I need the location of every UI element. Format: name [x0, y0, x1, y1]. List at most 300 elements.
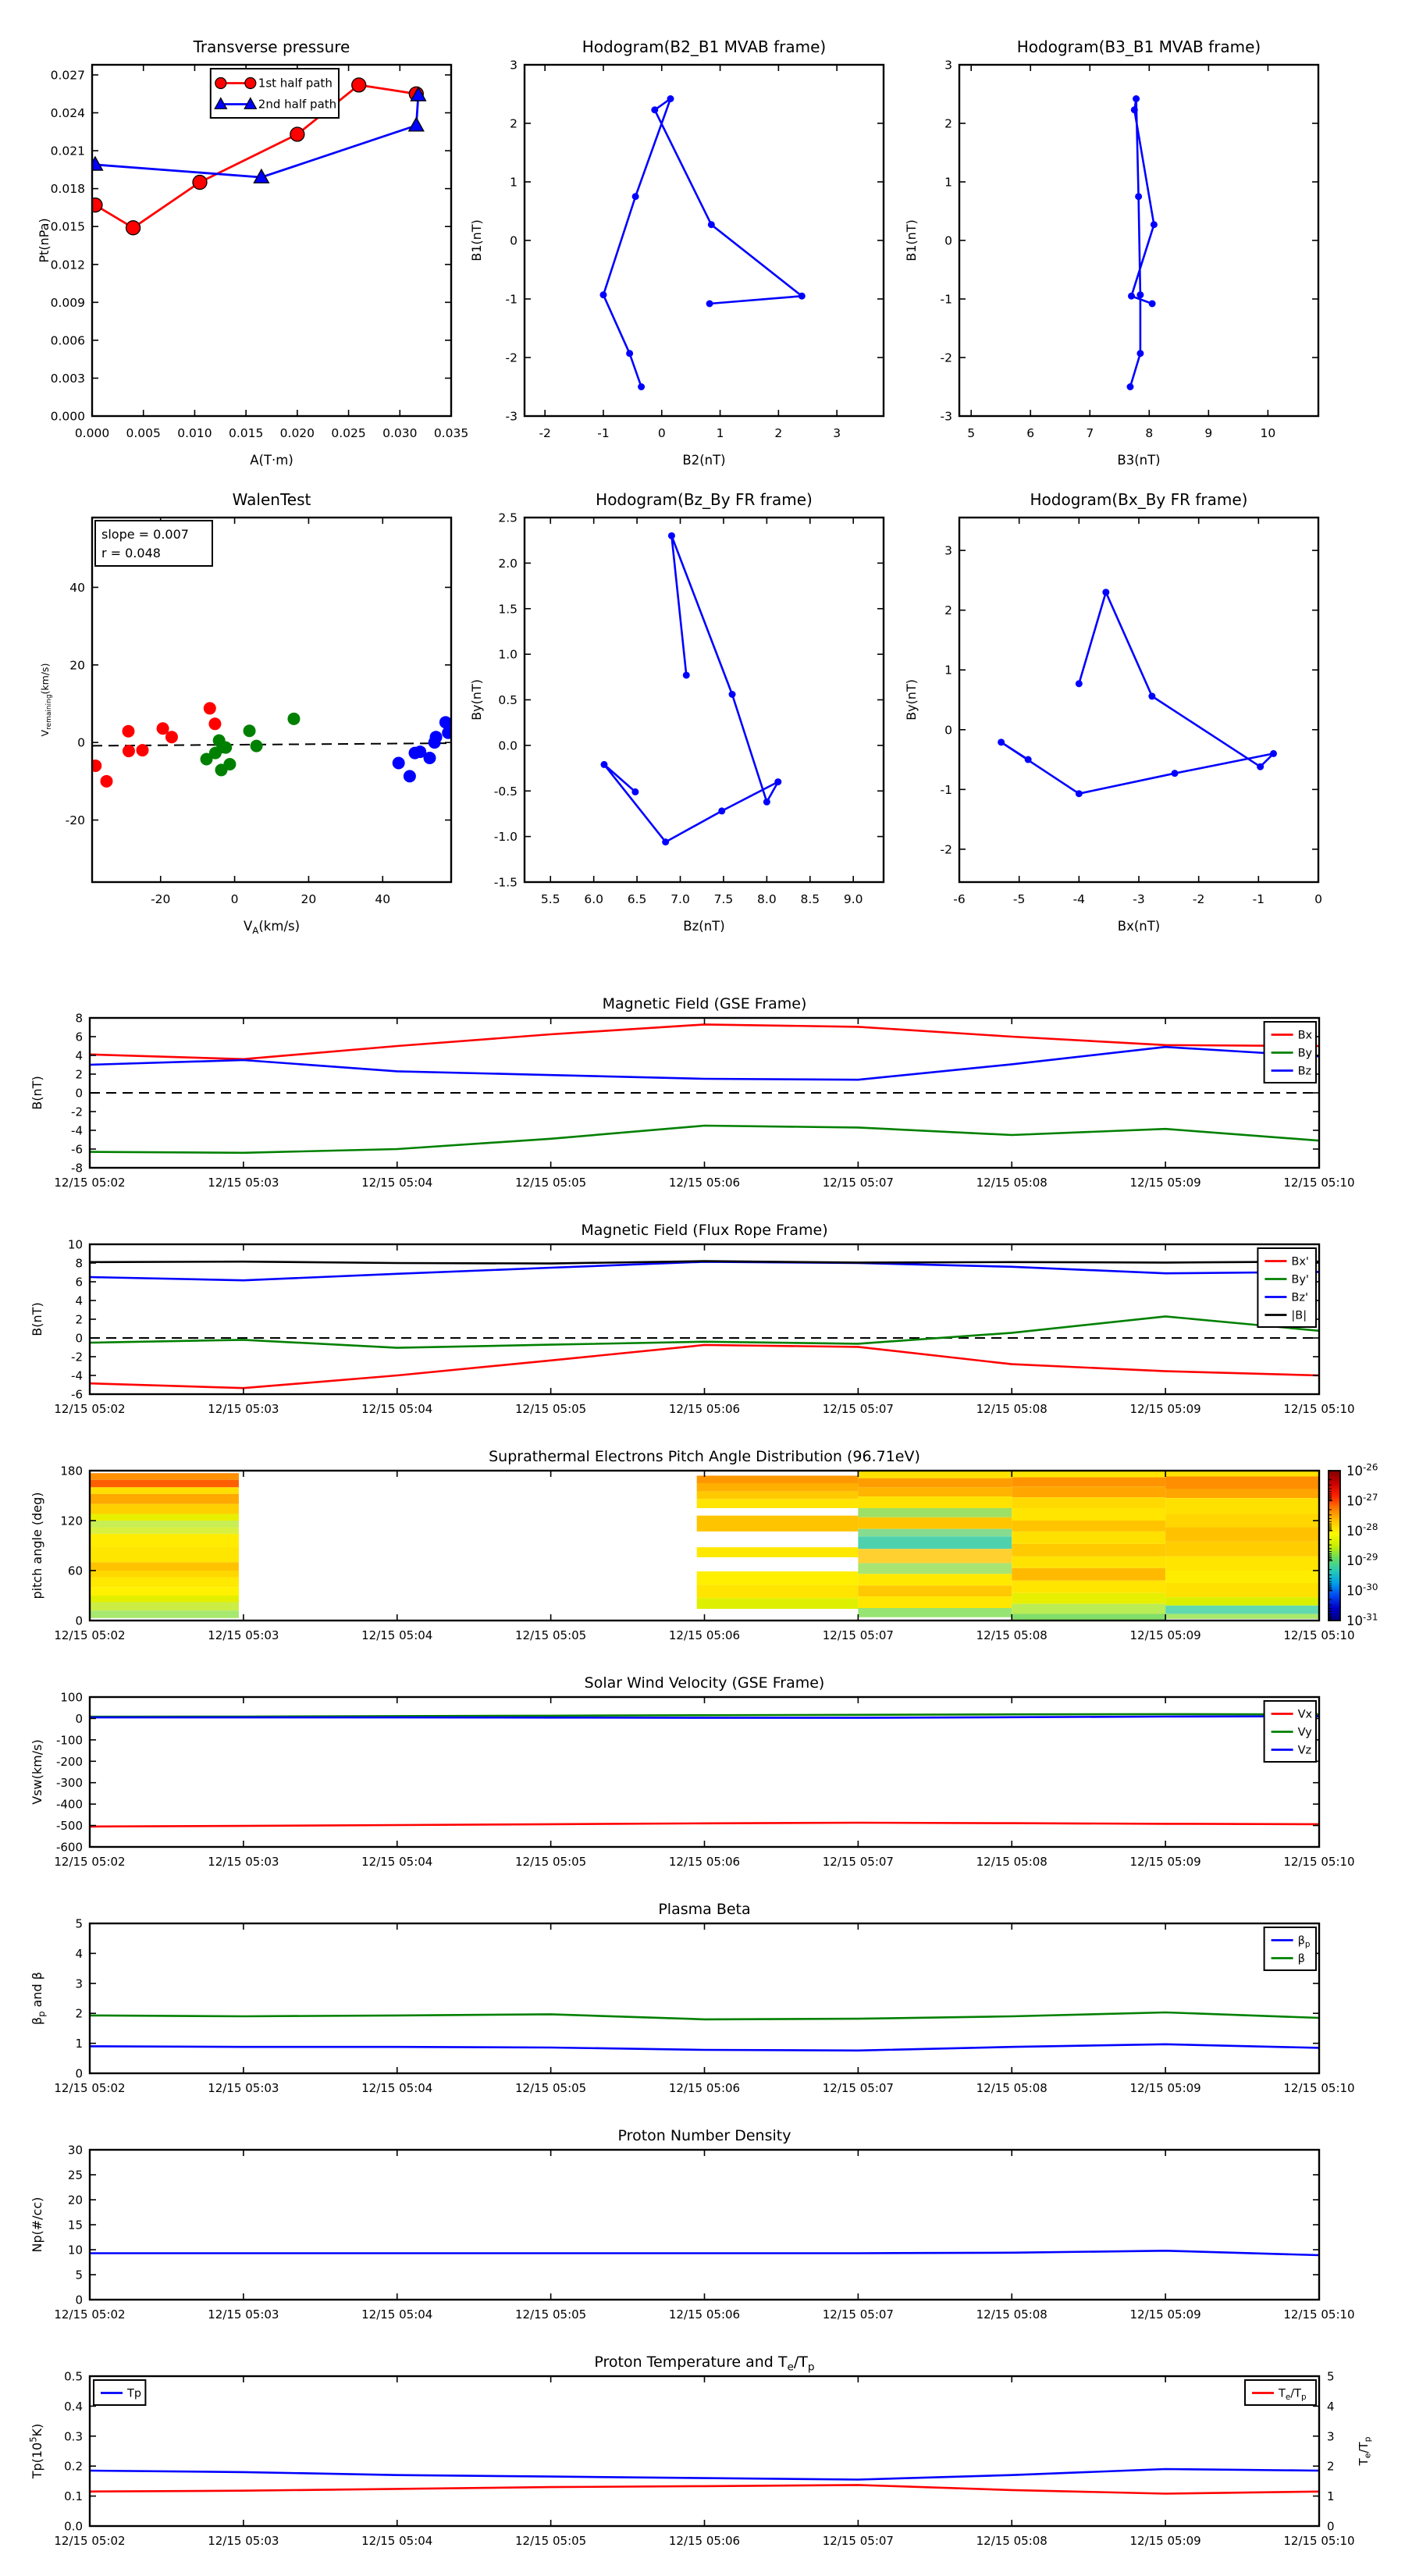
svg-text:1: 1	[944, 663, 952, 678]
svg-text:-3: -3	[940, 409, 952, 424]
series-Bx_By	[998, 589, 1277, 797]
series-Te/Tp	[90, 2485, 1319, 2493]
svg-text:0.035: 0.035	[433, 426, 469, 440]
axis-ticks	[54, 2370, 1354, 2549]
svg-text:2: 2	[510, 116, 518, 131]
svg-text:12/15 05:09: 12/15 05:09	[1129, 1855, 1201, 1869]
svg-text:0: 0	[944, 723, 952, 738]
svg-text:12/15 05:03: 12/15 05:03	[208, 2081, 279, 2095]
svg-text:10-29: $10^{-29}$	[1346, 1551, 1378, 1569]
series-beta_p	[90, 2044, 1319, 2051]
svg-text:6.5: 6.5	[627, 892, 647, 906]
axes-frame	[959, 518, 1318, 882]
y-axis-label: Np(#/cc)	[30, 2197, 44, 2253]
svg-text:-1.0: -1.0	[493, 830, 518, 845]
svg-text:4: 4	[75, 1946, 83, 1961]
svg-text:10: 10	[67, 1237, 83, 1252]
series-B2_B1	[599, 95, 805, 390]
svg-text:10-28: $10^{-28}$	[1346, 1521, 1378, 1539]
svg-text:4: 4	[75, 1048, 83, 1063]
svg-text:12/15 05:09: 12/15 05:09	[1129, 1402, 1201, 1416]
svg-text:12/15 05:10: 12/15 05:10	[1283, 2081, 1355, 2095]
axis-ticks	[506, 59, 884, 441]
svg-text:-1.5: -1.5	[493, 875, 518, 890]
svg-text:0.025: 0.025	[331, 426, 366, 440]
svg-text:-2: -2	[940, 842, 952, 857]
svg-text:10-26: $10^{-26}$	[1346, 1461, 1378, 1478]
svg-text:0.010: 0.010	[177, 426, 212, 440]
svg-text:12/15 05:10: 12/15 05:10	[1283, 1402, 1355, 1416]
panel-title: Magnetic Field (Flux Rope Frame)	[581, 1222, 828, 1239]
panel-proton-temperature	[0, 2340, 1405, 2567]
series-Vx	[90, 1823, 1319, 1827]
svg-text:Bz: Bz	[1297, 1065, 1312, 1078]
svg-text:12/15 05:03: 12/15 05:03	[208, 1855, 279, 1869]
svg-text:12/15 05:09: 12/15 05:09	[1129, 2081, 1201, 2095]
legend-right	[1245, 2380, 1316, 2405]
svg-text:12/15 05:09: 12/15 05:09	[1129, 1176, 1201, 1190]
svg-text:0.000: 0.000	[50, 409, 85, 424]
svg-text:12/15 05:07: 12/15 05:07	[822, 1855, 894, 1869]
svg-text:12/15 05:05: 12/15 05:05	[515, 1855, 587, 1869]
svg-text:25: 25	[67, 2168, 83, 2183]
chart-vsw	[0, 1661, 1405, 1888]
svg-text:-2: -2	[940, 350, 952, 365]
svg-text:12/15 05:09: 12/15 05:09	[1129, 2534, 1201, 2548]
svg-text:7.5: 7.5	[713, 892, 734, 906]
svg-text:2: 2	[1327, 2459, 1335, 2474]
x-axis-label: Bx(nT)	[1117, 919, 1161, 934]
svg-text:12/15 05:05: 12/15 05:05	[515, 2307, 587, 2322]
svg-text:3: 3	[510, 58, 518, 73]
svg-text:40: 40	[69, 580, 85, 595]
svg-text:12/15 05:05: 12/15 05:05	[515, 1402, 587, 1416]
svg-text:5: 5	[75, 1916, 83, 1931]
svg-text:20: 20	[69, 658, 85, 673]
svg-text:0: 0	[75, 1614, 83, 1628]
panel-pitch-angle-distribution	[0, 1435, 1405, 1661]
svg-text:3: 3	[75, 1976, 83, 1991]
svg-text:12/15 05:08: 12/15 05:08	[976, 2307, 1048, 2322]
panel-hodogram-b3-b1	[902, 14, 1339, 482]
svg-text:0.020: 0.020	[279, 426, 315, 440]
chart-np	[0, 2114, 1405, 2340]
svg-text:12/15 05:02: 12/15 05:02	[54, 2081, 126, 2095]
right-axis-label: $T_e/T_p$	[1357, 2436, 1373, 2466]
svg-text:Vz: Vz	[1297, 1744, 1312, 1757]
svg-text:0.2: 0.2	[64, 2459, 83, 2474]
svg-text:10: 10	[1260, 426, 1276, 440]
svg-text:9: 9	[1204, 426, 1213, 440]
svg-text:7.0: 7.0	[670, 892, 690, 906]
svg-text:0.5: 0.5	[64, 2369, 83, 2384]
svg-text:-200: -200	[55, 1754, 83, 1769]
panel-title: Proton Temperature and $T_e/T_p$	[594, 2354, 815, 2374]
svg-text:10-31: $10^{-31}$	[1346, 1611, 1378, 1628]
svg-text:Tp: Tp	[127, 2387, 142, 2400]
svg-text:12/15 05:05: 12/15 05:05	[515, 1176, 587, 1190]
series-Np	[90, 2250, 1319, 2255]
svg-text:120: 120	[60, 1514, 83, 1528]
series-beta	[90, 2012, 1319, 2019]
svg-text:30: 30	[67, 2143, 83, 2158]
svg-text:-300: -300	[55, 1776, 83, 1791]
svg-text:12/15 05:06: 12/15 05:06	[668, 2307, 741, 2322]
svg-text:|B|: |B|	[1291, 1309, 1307, 1322]
svg-text:12/15 05:04: 12/15 05:04	[361, 1855, 433, 1869]
svg-text:5: 5	[75, 2268, 83, 2282]
svg-text:12/15 05:05: 12/15 05:05	[515, 2081, 587, 2095]
svg-text:0.024: 0.024	[50, 106, 85, 121]
svg-text:0.015: 0.015	[50, 219, 85, 234]
svg-text:12/15 05:09: 12/15 05:09	[1129, 1628, 1201, 1642]
svg-text:8.5: 8.5	[800, 892, 820, 906]
series-Bx'	[90, 1345, 1319, 1388]
svg-text:10: 10	[67, 2243, 83, 2258]
svg-text:Vy: Vy	[1297, 1726, 1312, 1739]
svg-text:12/15 05:04: 12/15 05:04	[361, 1176, 433, 1190]
svg-text:-2: -2	[539, 426, 551, 440]
y-axis-label: pitch angle (deg)	[30, 1492, 44, 1599]
svg-text:2: 2	[75, 1312, 83, 1327]
svg-text:12/15 05:07: 12/15 05:07	[822, 1628, 894, 1642]
svg-text:12/15 05:08: 12/15 05:08	[976, 1402, 1048, 1416]
axes-frame	[90, 2376, 1319, 2526]
svg-text:12/15 05:10: 12/15 05:10	[1283, 2307, 1355, 2322]
chart-mag_fr	[0, 1208, 1405, 1435]
panel-title: Plasma Beta	[658, 1901, 751, 1918]
svg-text:0.012: 0.012	[50, 258, 85, 272]
svg-text:8: 8	[75, 1256, 83, 1271]
svg-text:0: 0	[77, 735, 85, 750]
svg-text:-1: -1	[1252, 892, 1265, 906]
axes-frame	[525, 518, 884, 882]
svg-text:0: 0	[230, 892, 239, 906]
panel-hodogram-b2-b1	[468, 14, 905, 482]
chart-temp	[0, 2340, 1405, 2567]
svg-text:0.015: 0.015	[228, 426, 264, 440]
svg-text:0: 0	[75, 2066, 83, 2081]
panel-title: Proton Number Density	[617, 2127, 791, 2144]
svg-text:0.003: 0.003	[50, 371, 85, 386]
svg-text:12/15 05:06: 12/15 05:06	[668, 1176, 741, 1190]
svg-text:12/15 05:02: 12/15 05:02	[54, 2307, 126, 2322]
svg-text:-1: -1	[940, 292, 952, 307]
axis-ticks	[66, 518, 451, 906]
svg-text:-2: -2	[1192, 892, 1205, 906]
svg-text:12/15 05:07: 12/15 05:07	[822, 2307, 894, 2322]
svg-text:0.000: 0.000	[74, 426, 110, 440]
svg-text:6.0: 6.0	[584, 892, 604, 906]
series-Bz_By	[600, 532, 781, 845]
svg-text:12/15 05:04: 12/15 05:04	[361, 1628, 433, 1642]
svg-text:-6: -6	[71, 1387, 83, 1402]
chart-hodogram_bxby	[902, 476, 1339, 945]
axis-ticks	[54, 1012, 1354, 1190]
svg-text:8: 8	[75, 1011, 83, 1026]
y-axis-label: Pt(nPa)	[37, 218, 52, 263]
svg-text:12/15 05:06: 12/15 05:06	[668, 2081, 741, 2095]
colorbar	[1329, 1461, 1378, 1628]
chart-mag_gse	[0, 982, 1405, 1208]
y-axis-label: B1(nT)	[469, 219, 484, 262]
svg-text:6: 6	[75, 1275, 83, 1290]
svg-text:0.006: 0.006	[50, 333, 85, 348]
svg-text:Vx: Vx	[1297, 1708, 1313, 1721]
svg-text:5: 5	[967, 426, 976, 440]
svg-text:12/15 05:03: 12/15 05:03	[208, 1628, 279, 1642]
svg-text:-2: -2	[71, 1350, 83, 1364]
svg-text:-8: -8	[71, 1161, 83, 1176]
svg-text:-2: -2	[505, 350, 518, 365]
svg-text:0.018: 0.018	[50, 182, 85, 197]
svg-text:-20: -20	[65, 813, 85, 828]
svg-text:2: 2	[944, 116, 952, 131]
axis-ticks	[54, 2144, 1354, 2322]
svg-text:Bz': Bz'	[1291, 1291, 1308, 1304]
svg-text:12/15 05:10: 12/15 05:10	[1283, 2534, 1355, 2548]
svg-text:0.005: 0.005	[126, 426, 161, 440]
svg-text:0: 0	[75, 1711, 83, 1726]
svg-text:Bx': Bx'	[1291, 1255, 1309, 1268]
svg-text:12/15 05:10: 12/15 05:10	[1283, 1855, 1355, 1869]
legend	[1264, 1927, 1316, 1970]
panel-title: Hodogram(Bz_By FR frame)	[596, 490, 813, 509]
heatmap-stripes	[90, 1471, 1319, 1621]
svg-text:15: 15	[67, 2218, 83, 2233]
svg-text:12/15 05:04: 12/15 05:04	[361, 1402, 433, 1416]
legend	[1264, 1701, 1316, 1762]
svg-text:-1: -1	[597, 426, 610, 440]
svg-text:12/15 05:05: 12/15 05:05	[515, 2534, 587, 2548]
y-axis-label: By(nT)	[904, 679, 919, 720]
svg-text:6: 6	[1026, 426, 1035, 440]
svg-text:1: 1	[1327, 2489, 1335, 2504]
svg-text:20: 20	[67, 2193, 83, 2208]
svg-text:-1: -1	[940, 782, 952, 797]
svg-text:Te/Tp: $T_e/T_p$	[1279, 2387, 1307, 2402]
svg-text:12/15 05:07: 12/15 05:07	[822, 1402, 894, 1416]
legend	[1264, 1022, 1316, 1083]
axes-frame	[92, 518, 451, 882]
legend	[1257, 1248, 1316, 1327]
svg-text:0.5: 0.5	[498, 693, 518, 707]
svg-text:0.3: 0.3	[64, 2429, 83, 2444]
panel-title: WalenTest	[232, 490, 311, 509]
axis-ticks	[941, 518, 1322, 906]
svg-text:10-30: $10^{-30}$	[1346, 1582, 1378, 1599]
svg-text:0.1: 0.1	[64, 2489, 83, 2504]
panel-title: Solar Wind Velocity (GSE Frame)	[584, 1674, 825, 1692]
series-Vz	[90, 1717, 1319, 1718]
svg-text:βp: $\beta_p$	[1297, 1934, 1311, 1949]
panel-plasma-beta	[0, 1888, 1405, 2114]
svg-text:2: 2	[774, 426, 783, 440]
svg-text:12/15 05:03: 12/15 05:03	[208, 1176, 279, 1190]
svg-text:0: 0	[1314, 892, 1322, 906]
panel-magnetic-field-flux-rope	[0, 1208, 1405, 1435]
svg-text:1: 1	[510, 175, 518, 190]
x-axis-label: B2(nT)	[682, 453, 726, 468]
svg-text:-4: -4	[71, 1123, 83, 1138]
svg-text:8: 8	[1145, 426, 1154, 440]
annotation-line: slope = 0.007	[101, 527, 189, 542]
x-axis-label: A(T·m)	[250, 453, 293, 468]
svg-text:0: 0	[657, 426, 666, 440]
panel-magnetic-field-gse	[0, 982, 1405, 1208]
svg-text:0.030: 0.030	[382, 426, 418, 440]
y-axis-label: B(nT)	[30, 1076, 44, 1110]
svg-text:2: 2	[75, 2006, 83, 2021]
svg-text:12/15 05:02: 12/15 05:02	[54, 1855, 126, 1869]
y-axis-label: $V_{remaining}(km/s)$	[39, 663, 53, 737]
series-Bz	[90, 1047, 1319, 1080]
svg-text:2nd half path: 2nd half path	[258, 97, 337, 112]
axis-ticks	[51, 65, 469, 440]
svg-text:60: 60	[67, 1564, 83, 1578]
svg-text:12/15 05:10: 12/15 05:10	[1283, 1628, 1355, 1642]
panel-title: Hodogram(B2_B1 MVAB frame)	[582, 37, 827, 56]
svg-text:-5: -5	[1012, 892, 1026, 906]
series-Bz'	[90, 1261, 1319, 1280]
axes-frame	[90, 2150, 1319, 2300]
svg-text:12/15 05:03: 12/15 05:03	[208, 1402, 279, 1416]
svg-text:12/15 05:04: 12/15 05:04	[361, 2534, 433, 2548]
svg-text:12/15 05:02: 12/15 05:02	[54, 1402, 126, 1416]
panel-walen-test	[35, 476, 472, 945]
svg-text:100: 100	[60, 1690, 83, 1705]
series-Bx	[90, 1024, 1319, 1059]
svg-text:12/15 05:02: 12/15 05:02	[54, 1628, 126, 1642]
y-axis-label: $\beta_p$ and β	[30, 1971, 47, 2026]
series-first	[89, 702, 221, 787]
panel-transverse-pressure	[35, 14, 472, 482]
y-axis-label: Vsw(km/s)	[30, 1739, 44, 1805]
chart-hodogram_bzby	[468, 476, 905, 945]
svg-text:12/15 05:07: 12/15 05:07	[822, 2534, 894, 2548]
svg-text:-6: -6	[953, 892, 966, 906]
axis-ticks	[494, 511, 884, 907]
y-axis-label: B1(nT)	[904, 219, 919, 262]
panel-hodogram-bx-by	[902, 476, 1339, 945]
svg-text:9.0: 9.0	[843, 892, 863, 906]
panel-proton-number-density	[0, 2114, 1405, 2340]
svg-text:-600: -600	[55, 1840, 83, 1855]
svg-text:12/15 05:03: 12/15 05:03	[208, 2307, 279, 2322]
series-last	[393, 716, 455, 782]
svg-text:2: 2	[944, 603, 952, 618]
panel-title: Hodogram(Bx_By FR frame)	[1030, 490, 1248, 509]
svg-text:0.0: 0.0	[498, 738, 518, 753]
svg-text:12/15 05:04: 12/15 05:04	[361, 2081, 433, 2095]
svg-text:1: 1	[75, 2037, 83, 2051]
x-axis-label: $V_A(km/s)$	[243, 919, 301, 936]
svg-text:12/15 05:02: 12/15 05:02	[54, 1176, 126, 1190]
x-axis-label: B3(nT)	[1117, 453, 1161, 468]
chart-pitch	[0, 1435, 1405, 1661]
svg-text:0: 0	[510, 233, 518, 248]
svg-text:12/15 05:07: 12/15 05:07	[822, 1176, 894, 1190]
x-axis-label: Bz(nT)	[683, 919, 725, 934]
svg-text:12/15 05:08: 12/15 05:08	[976, 1176, 1048, 1190]
svg-text:12/15 05:03: 12/15 05:03	[208, 2534, 279, 2548]
y-axis-label: $Tp(10^5K)$	[27, 2423, 44, 2479]
svg-text:-3: -3	[1133, 892, 1145, 906]
svg-text:40: 40	[375, 892, 391, 906]
svg-text:2: 2	[75, 1067, 83, 1082]
panel-title: Transverse pressure	[193, 37, 350, 56]
svg-text:3: 3	[1327, 2429, 1335, 2444]
svg-text:12/15 05:06: 12/15 05:06	[668, 1402, 741, 1416]
svg-text:0: 0	[1327, 2519, 1335, 2534]
svg-text:4: 4	[1327, 2399, 1335, 2414]
svg-text:10-27: $10^{-27}$	[1346, 1491, 1378, 1509]
svg-text:20: 20	[301, 892, 317, 906]
svg-text:8.0: 8.0	[757, 892, 777, 906]
axis-ticks	[54, 1917, 1354, 2096]
svg-text:0: 0	[75, 2293, 83, 2307]
svg-text:1st half path: 1st half path	[258, 76, 333, 91]
svg-text:12/15 05:02: 12/15 05:02	[54, 2534, 126, 2548]
svg-text:12/15 05:07: 12/15 05:07	[822, 2081, 894, 2095]
svg-text:-20: -20	[151, 892, 171, 906]
panel-solar-wind-velocity	[0, 1661, 1405, 1888]
svg-text:1: 1	[716, 426, 724, 440]
svg-text:1.5: 1.5	[498, 602, 518, 617]
chart-transverse_pressure	[35, 14, 472, 482]
series-B3_B1	[1126, 95, 1157, 390]
series-Tp	[90, 2469, 1319, 2480]
svg-text:12/15 05:06: 12/15 05:06	[668, 1628, 741, 1642]
svg-text:1: 1	[944, 175, 952, 190]
svg-text:3: 3	[833, 426, 841, 440]
svg-text:0: 0	[75, 1086, 83, 1101]
series-By'	[90, 1316, 1319, 1347]
panel-title: Suprathermal Electrons Pitch Angle Distribution (96.71eV)	[489, 1448, 920, 1465]
annotation-line: r = 0.048	[101, 546, 161, 560]
y-axis-label: B(nT)	[30, 1302, 44, 1336]
svg-text:7: 7	[1086, 426, 1094, 440]
svg-text:-100: -100	[55, 1733, 83, 1748]
svg-text:0.009: 0.009	[50, 295, 85, 310]
legend	[211, 69, 339, 118]
series-By	[90, 1126, 1319, 1153]
svg-text:0.4: 0.4	[64, 2399, 83, 2414]
axes-frame	[525, 65, 884, 416]
y-axis-label: By(nT)	[469, 679, 484, 720]
svg-text:-6: -6	[71, 1142, 83, 1157]
svg-text:12/15 05:08: 12/15 05:08	[976, 1628, 1048, 1642]
svg-text:0.027: 0.027	[50, 68, 85, 83]
svg-text:-400: -400	[55, 1797, 83, 1812]
svg-text:1.0: 1.0	[498, 647, 518, 662]
svg-text:6: 6	[75, 1030, 83, 1044]
chart-beta	[0, 1888, 1405, 2114]
panel-hodogram-bz-by	[468, 476, 905, 945]
svg-text:2.0: 2.0	[498, 556, 518, 571]
svg-text:12/15 05:08: 12/15 05:08	[976, 1855, 1048, 1869]
svg-text:-2: -2	[71, 1105, 83, 1119]
svg-text:12/15 05:08: 12/15 05:08	[976, 2534, 1048, 2548]
svg-text:3: 3	[944, 543, 952, 558]
svg-text:0.021: 0.021	[50, 144, 85, 158]
svg-text:Bx: Bx	[1297, 1029, 1313, 1042]
svg-text:By': By'	[1291, 1273, 1309, 1286]
svg-text:-0.5: -0.5	[493, 784, 518, 799]
svg-text:-4: -4	[71, 1368, 83, 1383]
panel-title: Hodogram(B3_B1 MVAB frame)	[1016, 37, 1261, 56]
chart-walen	[35, 476, 472, 945]
